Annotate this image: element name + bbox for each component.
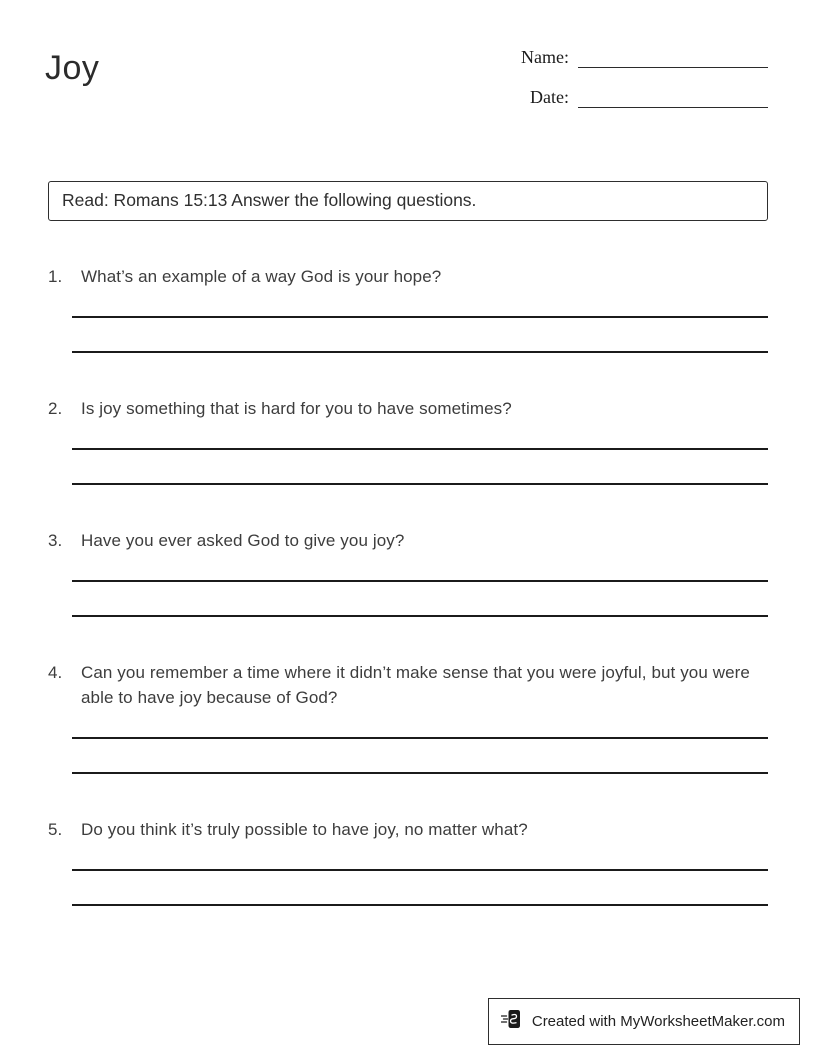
question-text: Have you ever asked God to give you joy? (81, 531, 405, 550)
question-list (48, 264, 768, 906)
answer-line[interactable] (72, 737, 768, 739)
question-4 (48, 660, 768, 774)
name-date-block (516, 44, 768, 124)
question-number: 3. (48, 531, 63, 550)
question-text: Is joy something that is hard for you to have sometimes? (81, 399, 512, 418)
answer-line[interactable] (72, 869, 768, 871)
instruction-text: Read: Romans 15:13 Answer the following questions. (62, 190, 477, 210)
date-input-line[interactable] (578, 86, 768, 108)
date-row (516, 84, 768, 108)
answer-line[interactable] (72, 448, 768, 450)
question-5-head (48, 817, 768, 842)
question-text: What’s an example of a way God is your hope? (81, 267, 442, 286)
header (0, 0, 816, 124)
question-text: Can you remember a time where it didn’t make sense that you were joyful, but you were able to have joy because of God? (81, 663, 750, 707)
answer-line[interactable] (72, 772, 768, 774)
credit-text: Created with MyWorksheetMaker.com (531, 1013, 785, 1030)
question-number: 5. (48, 820, 63, 839)
answer-line[interactable] (72, 351, 768, 353)
question-text: Do you think it’s truly possible to have joy, no matter what? (81, 820, 528, 839)
answer-line[interactable] (72, 615, 768, 617)
question-4-head (48, 660, 768, 710)
question-3 (48, 528, 768, 617)
date-label: Date: (530, 87, 569, 108)
name-label: Name: (521, 47, 569, 68)
question-1 (48, 264, 768, 353)
name-input-line[interactable] (578, 46, 768, 68)
answer-line[interactable] (72, 580, 768, 582)
instruction-box (48, 181, 768, 221)
answer-line[interactable] (72, 316, 768, 318)
name-row (516, 44, 768, 68)
question-5 (48, 817, 768, 906)
page-title: Joy (45, 49, 100, 87)
question-number: 2. (48, 399, 63, 418)
answer-line[interactable] (72, 904, 768, 906)
credit-badge[interactable] (488, 998, 800, 1045)
question-2-head (48, 396, 768, 421)
question-number: 4. (48, 663, 63, 682)
question-2 (48, 396, 768, 485)
question-1-head (48, 264, 768, 289)
worksheet-maker-logo-icon (501, 1007, 523, 1036)
question-number: 1. (48, 267, 63, 286)
answer-line[interactable] (72, 483, 768, 485)
question-3-head (48, 528, 768, 553)
